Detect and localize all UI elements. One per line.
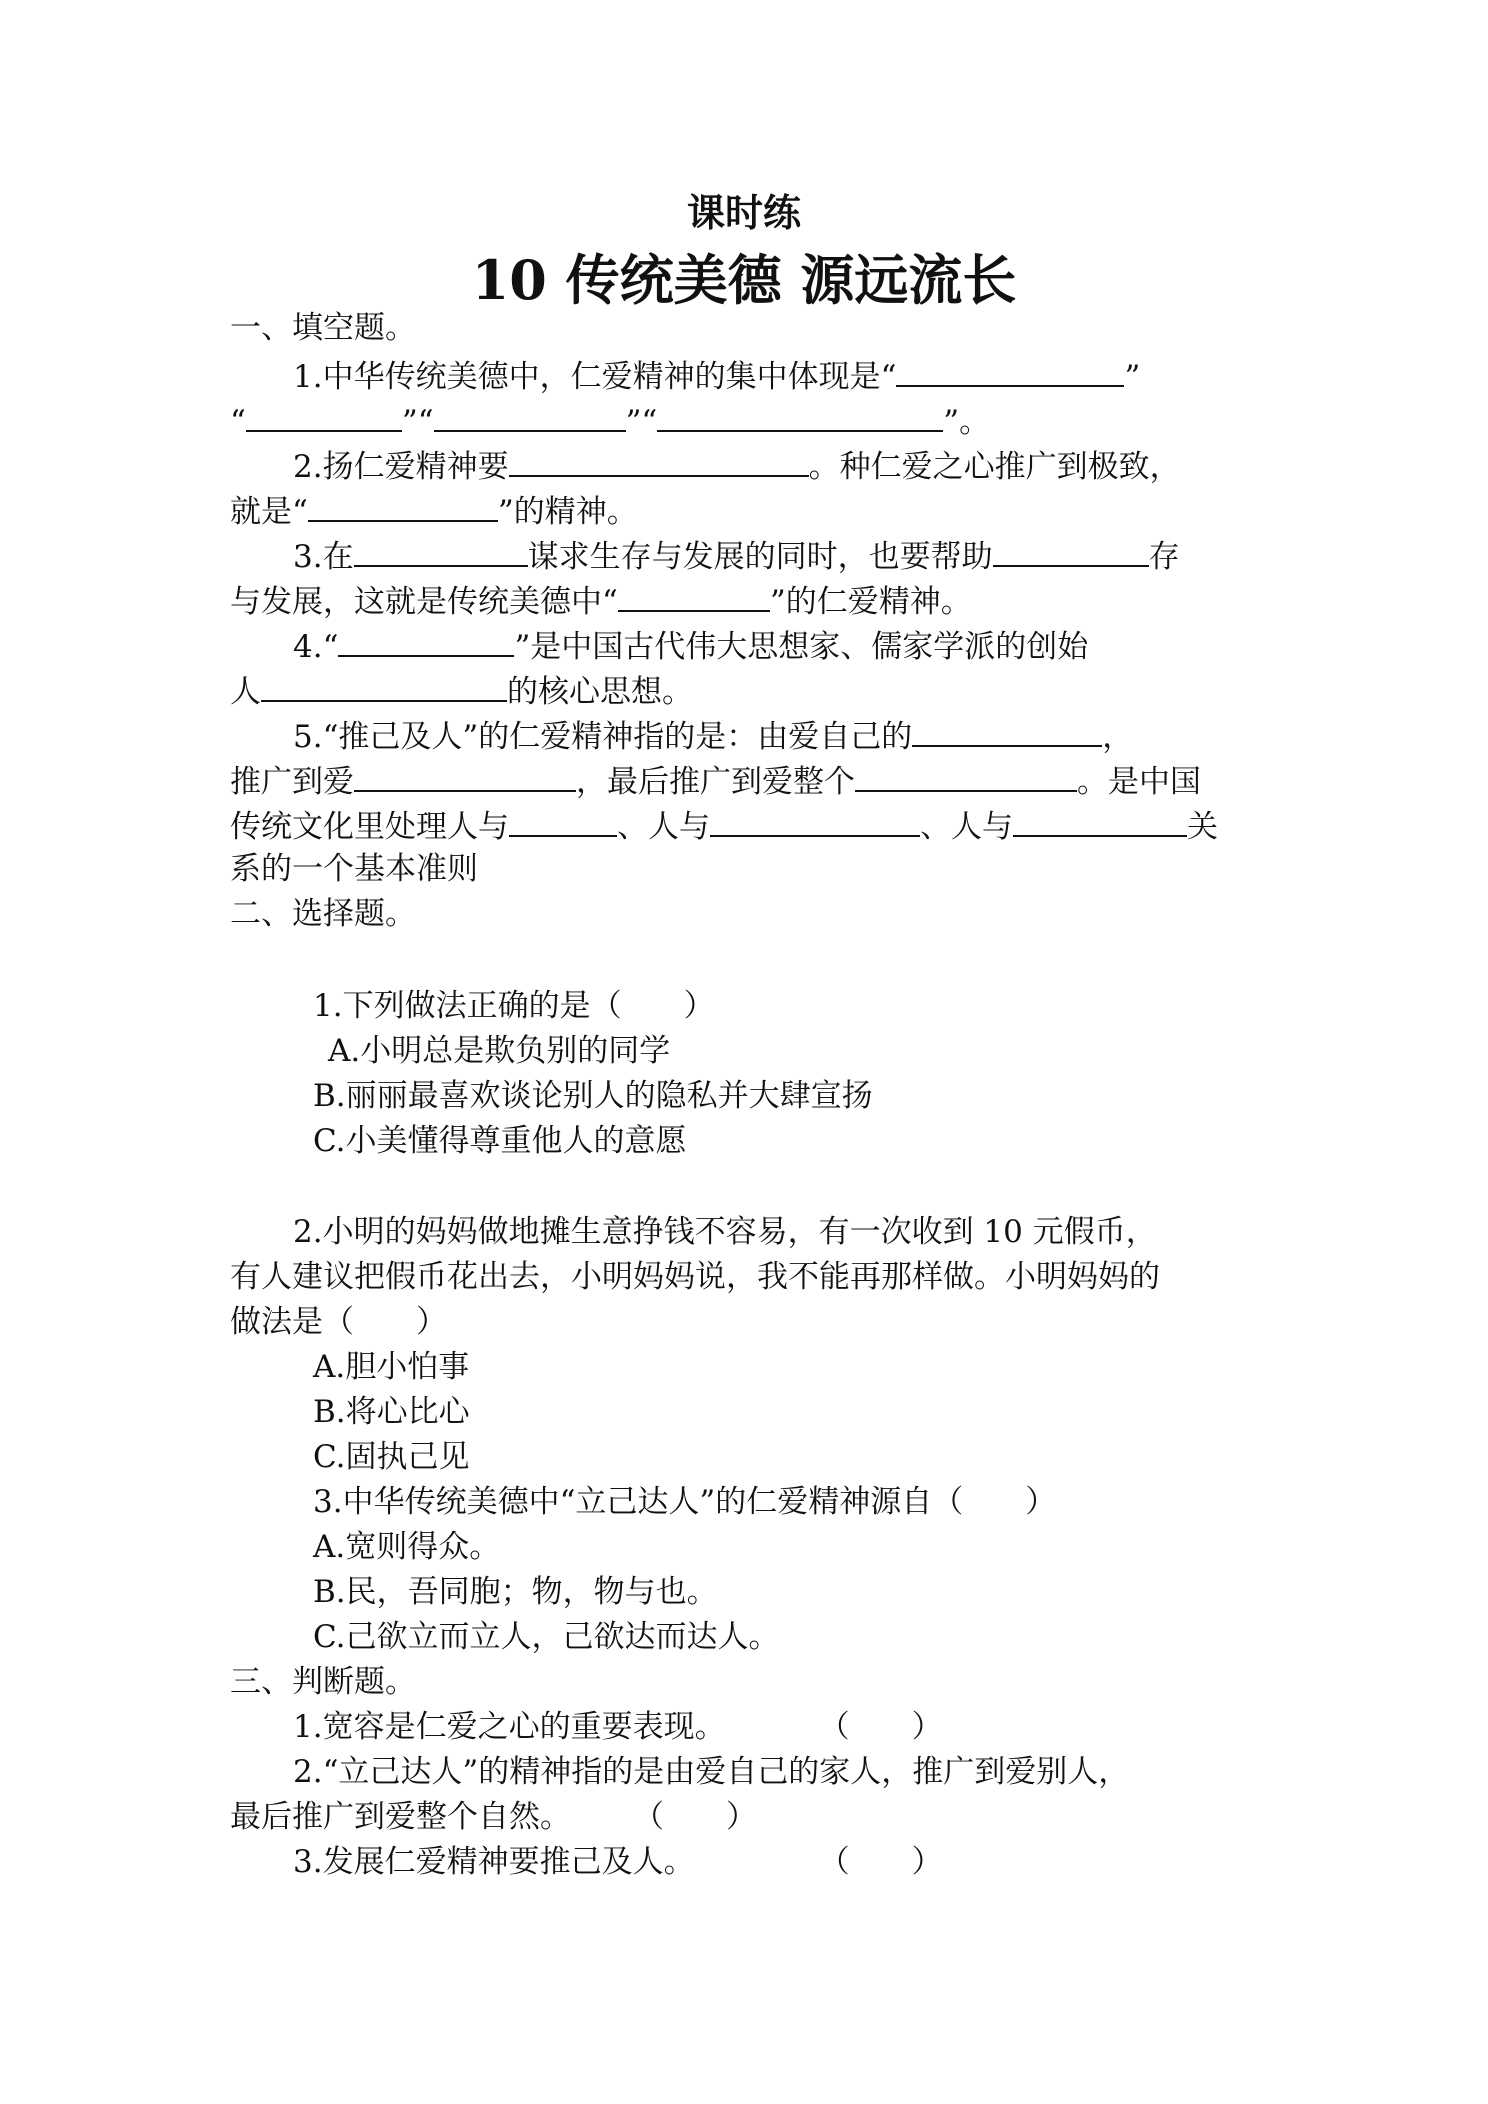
option-2-3-b[interactable]: B.民，吾同胞；物，物与也。 — [313, 1574, 718, 1610]
question-1-2-cont — [230, 494, 638, 528]
question-1-5-cont2 — [230, 809, 1218, 843]
answer-blank[interactable] — [993, 539, 1149, 567]
question-text: ”。 — [943, 404, 991, 440]
answer-blank[interactable] — [657, 404, 943, 432]
option-2-1-c[interactable]: C.小美懂得尊重他人的意愿 — [313, 1123, 687, 1159]
answer-blank[interactable] — [896, 359, 1124, 387]
question-text: 3.在 — [293, 539, 354, 575]
question-text: “ — [230, 404, 246, 440]
question-1-3 — [293, 539, 1180, 573]
answer-blank[interactable] — [434, 404, 626, 432]
question-1-5-cont3: 系的一个基本准则 — [230, 851, 478, 887]
question-text: 就是“ — [230, 494, 308, 530]
page-title: 10 传统美德 源远流长 — [471, 248, 1017, 312]
section-heading-multiple-choice: 二、选择题。 — [230, 896, 416, 932]
option-2-3-c[interactable]: C.己欲立而立人，己欲达而达人。 — [313, 1619, 780, 1655]
question-1-1 — [293, 359, 1140, 393]
question-1-4 — [293, 629, 1088, 663]
question-text: 推广到爱 — [230, 764, 354, 800]
question-text: 人 — [230, 674, 261, 710]
question-text: 4.“ — [293, 629, 339, 665]
answer-blank[interactable] — [338, 629, 514, 657]
answer-blank[interactable] — [710, 809, 920, 837]
question-3-1: 1.宽容是仁爱之心的重要表现。 （ ） — [293, 1709, 943, 1745]
question-text: 1.中华传统美德中，仁爱精神的集中体现是“ — [293, 359, 897, 395]
question-2-2-stem-cont2: 做法是（ ） — [230, 1304, 447, 1340]
option-2-2-a[interactable]: A.胆小怕事 — [313, 1349, 470, 1385]
option-2-2-b[interactable]: B.将心比心 — [313, 1394, 470, 1430]
question-text: ”的仁爱精神。 — [769, 584, 972, 620]
option-2-1-a[interactable]: A.小明总是欺负别的同学 — [328, 1033, 671, 1069]
question-3-2: 2.“立己达人”的精神指的是由爱自己的家人，推广到爱别人， — [293, 1754, 1130, 1790]
answer-blank[interactable] — [912, 719, 1102, 747]
question-2-2-stem-cont: 有人建议把假币花出去，小明妈妈说，我不能再那样做。小明妈妈的 — [230, 1259, 1160, 1295]
question-text: 、人与 — [920, 809, 1013, 845]
question-text: ”“ — [401, 404, 434, 440]
question-text: ”是中国古代伟大思想家、儒家学派的创始 — [514, 629, 1089, 665]
question-text: 与发展，这就是传统美德中“ — [230, 584, 618, 620]
question-text: 存 — [1148, 539, 1180, 575]
question-text: ” — [1124, 359, 1141, 395]
question-1-5 — [293, 719, 1133, 753]
question-1-3-cont — [230, 584, 972, 618]
question-text: ，最后推广到爱整个 — [576, 764, 855, 800]
subtitle: 课时练 — [686, 190, 801, 235]
question-1-5-cont — [230, 764, 1201, 798]
answer-blank[interactable] — [1013, 809, 1187, 837]
question-text: ， — [1102, 719, 1134, 755]
question-2-2-stem: 2.小明的妈妈做地摊生意挣钱不容易，有一次收到 10 元假币， — [293, 1214, 1157, 1250]
question-3-3: 3.发展仁爱精神要推己及人。 （ ） — [293, 1844, 943, 1880]
option-2-3-a[interactable]: A.宽则得众。 — [313, 1529, 501, 1565]
question-1-1-cont — [230, 404, 990, 438]
section-heading-true-false: 三、判断题。 — [230, 1664, 416, 1700]
answer-blank[interactable] — [509, 809, 617, 837]
question-text: ”的精神。 — [497, 494, 638, 530]
question-2-1-stem: 1.下列做法正确的是（ ） — [313, 988, 715, 1024]
question-text: 。种仁爱之心推广到极致， — [808, 449, 1181, 485]
option-2-1-b[interactable]: B.丽丽最喜欢谈论别人的隐私并大肆宣扬 — [313, 1078, 873, 1114]
answer-blank[interactable] — [354, 764, 576, 792]
question-text: ”“ — [625, 404, 658, 440]
question-text: 的核心思想。 — [507, 674, 693, 710]
question-text: 、人与 — [617, 809, 710, 845]
section-heading-fill-blank: 一、填空题。 — [230, 310, 416, 346]
question-text: 谋求生存与发展的同时，也要帮助 — [527, 539, 993, 575]
question-3-2-cont: 最后推广到爱整个自然。 （ ） — [230, 1799, 757, 1835]
question-2-3-stem: 3.中华传统美德中“立己达人”的仁爱精神源自（ ） — [313, 1484, 1057, 1520]
question-1-2 — [293, 449, 1181, 483]
answer-blank[interactable] — [618, 584, 770, 612]
answer-blank[interactable] — [308, 494, 498, 522]
question-text: 5.“推己及人”的仁爱精神指的是：由爱自己的 — [293, 719, 913, 755]
question-text: 关 — [1187, 809, 1218, 845]
question-text: 2.扬仁爱精神要 — [293, 449, 509, 485]
answer-blank[interactable] — [261, 674, 507, 702]
answer-blank[interactable] — [246, 404, 402, 432]
question-1-4-cont — [230, 674, 693, 708]
answer-blank[interactable] — [509, 449, 809, 477]
answer-blank[interactable] — [855, 764, 1077, 792]
answer-blank[interactable] — [354, 539, 528, 567]
question-text: 传统文化里处理人与 — [230, 809, 509, 845]
question-text: 。是中国 — [1077, 764, 1201, 800]
option-2-2-c[interactable]: C.固执己见 — [313, 1439, 470, 1475]
